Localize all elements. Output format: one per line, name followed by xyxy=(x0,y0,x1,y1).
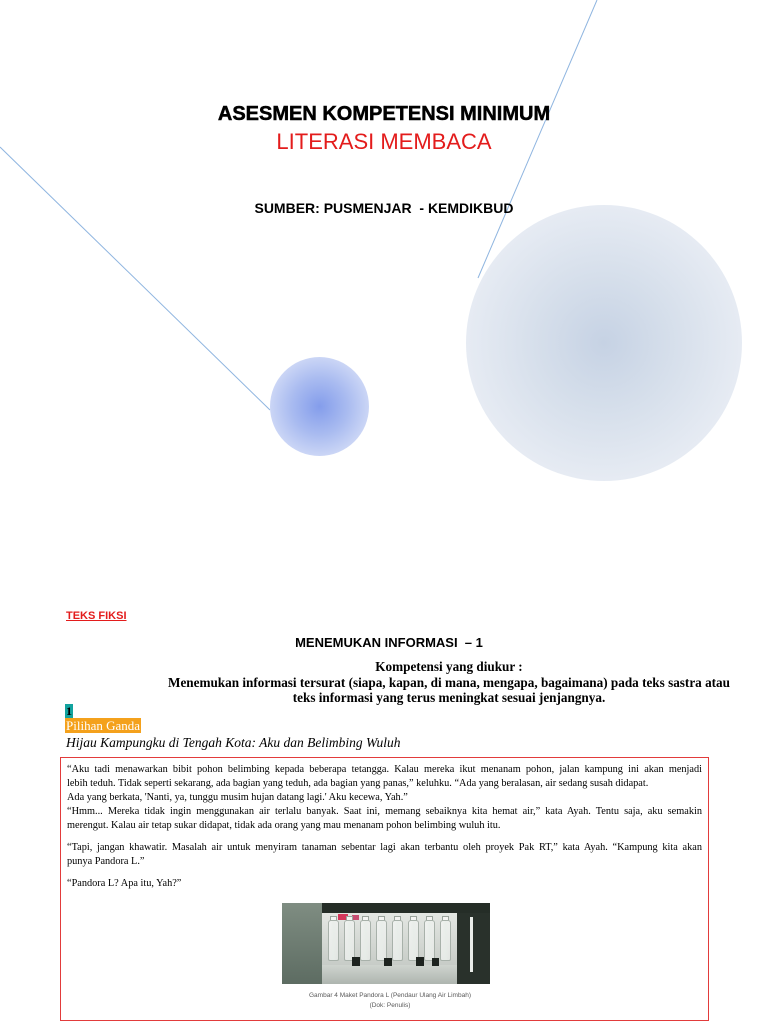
photo-bottle xyxy=(376,920,387,961)
passage-line: “Aku tadi menawarkan bibit pohon belimbing kepada beberapa tetangga. Kalau mereka ikut menanam pohon, jalan kampung ini akan menjadi xyxy=(67,764,702,775)
section-heading: MENEMUKAN INFORMASI – 1 xyxy=(295,635,483,650)
photo-top-band xyxy=(322,903,490,913)
competency-block xyxy=(168,659,730,706)
question-number: 1 xyxy=(66,704,72,718)
section-label: TEKS FIKSI xyxy=(66,610,127,622)
decorative-small-circle xyxy=(270,357,369,456)
passage-paragraph xyxy=(67,763,702,833)
passage-line: “Tapi, jangan khawatir. Masalah air untuk menyiram tanaman sebentar lagi akan terbantu oleh proyek Pak RT,” kata Ayah. “Kampung kita akan xyxy=(67,842,702,853)
photo-pipe xyxy=(470,917,473,972)
passage-line: “Pandora L? Apa itu, Yah?” xyxy=(67,878,182,889)
decorative-large-circle xyxy=(466,205,742,481)
photo-dark-container xyxy=(432,958,439,966)
photo-right-shadow xyxy=(457,913,490,984)
question-type-label: Pilihan Ganda xyxy=(66,718,141,733)
photo-bottle xyxy=(424,920,435,961)
competency-line: teks informasi yang terus meningkat sesuai jenjangnya. xyxy=(292,690,606,706)
photo-bottle xyxy=(360,920,371,961)
figure-photo xyxy=(282,903,490,984)
passage-line: punya Pandora L.” xyxy=(67,856,145,867)
passage-line: lebih teduh. Tidak seperti sekarang, ada bagian yang teduh, ada bagian yang panas,” keluhku. “Ada yang beralasan, air sedang susah didapat. xyxy=(67,778,649,789)
passage-line: “Hmm... Mereka tidak ingin menggunakan air terlalu banyak. Saat ini, memang sebaiknya kita hemat air,” kata Ayah. Tentu saja, aku semakin xyxy=(67,806,702,817)
photo-dark-container xyxy=(352,957,360,966)
cover-subtitle: LITERASI MEMBACA xyxy=(276,129,492,154)
photo-base xyxy=(322,965,457,984)
photo-wall-left xyxy=(282,903,322,984)
figure-caption-text: Gambar 4 Maket Pandora L (Pendaur Ulang Air Limbah) xyxy=(309,992,471,999)
figure-caption xyxy=(282,991,498,1010)
photo-dark-container xyxy=(384,958,392,966)
photo-bottle xyxy=(392,920,403,961)
passage-line: Ada yang berkata, 'Nanti, ya, tunggu musim hujan datang lagi.' Aku kecewa, Yah.” xyxy=(67,792,408,803)
photo-bottle xyxy=(408,920,419,961)
photo-bottle xyxy=(328,920,339,961)
figure-credit: (Dok: Penulis) xyxy=(369,1001,411,1009)
passage-paragraph xyxy=(67,877,702,891)
cover-source: SUMBER: PUSMENJAR - KEMDIKBUD xyxy=(254,200,514,216)
cover-title: ASESMEN KOMPETENSI MINIMUM xyxy=(217,103,551,125)
passage-line: merengut. Kalau air tetap sukar didapat, tidak ada orang yang mau menanam pohon belimbing wuluh itu. xyxy=(67,820,501,831)
competency-title: Kompetensi yang diukur : xyxy=(375,659,523,674)
diagonal-line-left xyxy=(0,147,270,410)
photo-dark-container xyxy=(416,957,424,966)
photo-bottle xyxy=(344,920,355,961)
competency-line: Menemukan informasi tersurat (siapa, kapan, di mana, mengapa, bagaimana) pada teks sastra atau xyxy=(168,674,730,690)
passage-title: Hijau Kampungku di Tengah Kota: Aku dan Belimbing Wuluh xyxy=(66,735,401,750)
photo-bottle xyxy=(440,920,451,961)
passage-paragraph xyxy=(67,841,702,869)
